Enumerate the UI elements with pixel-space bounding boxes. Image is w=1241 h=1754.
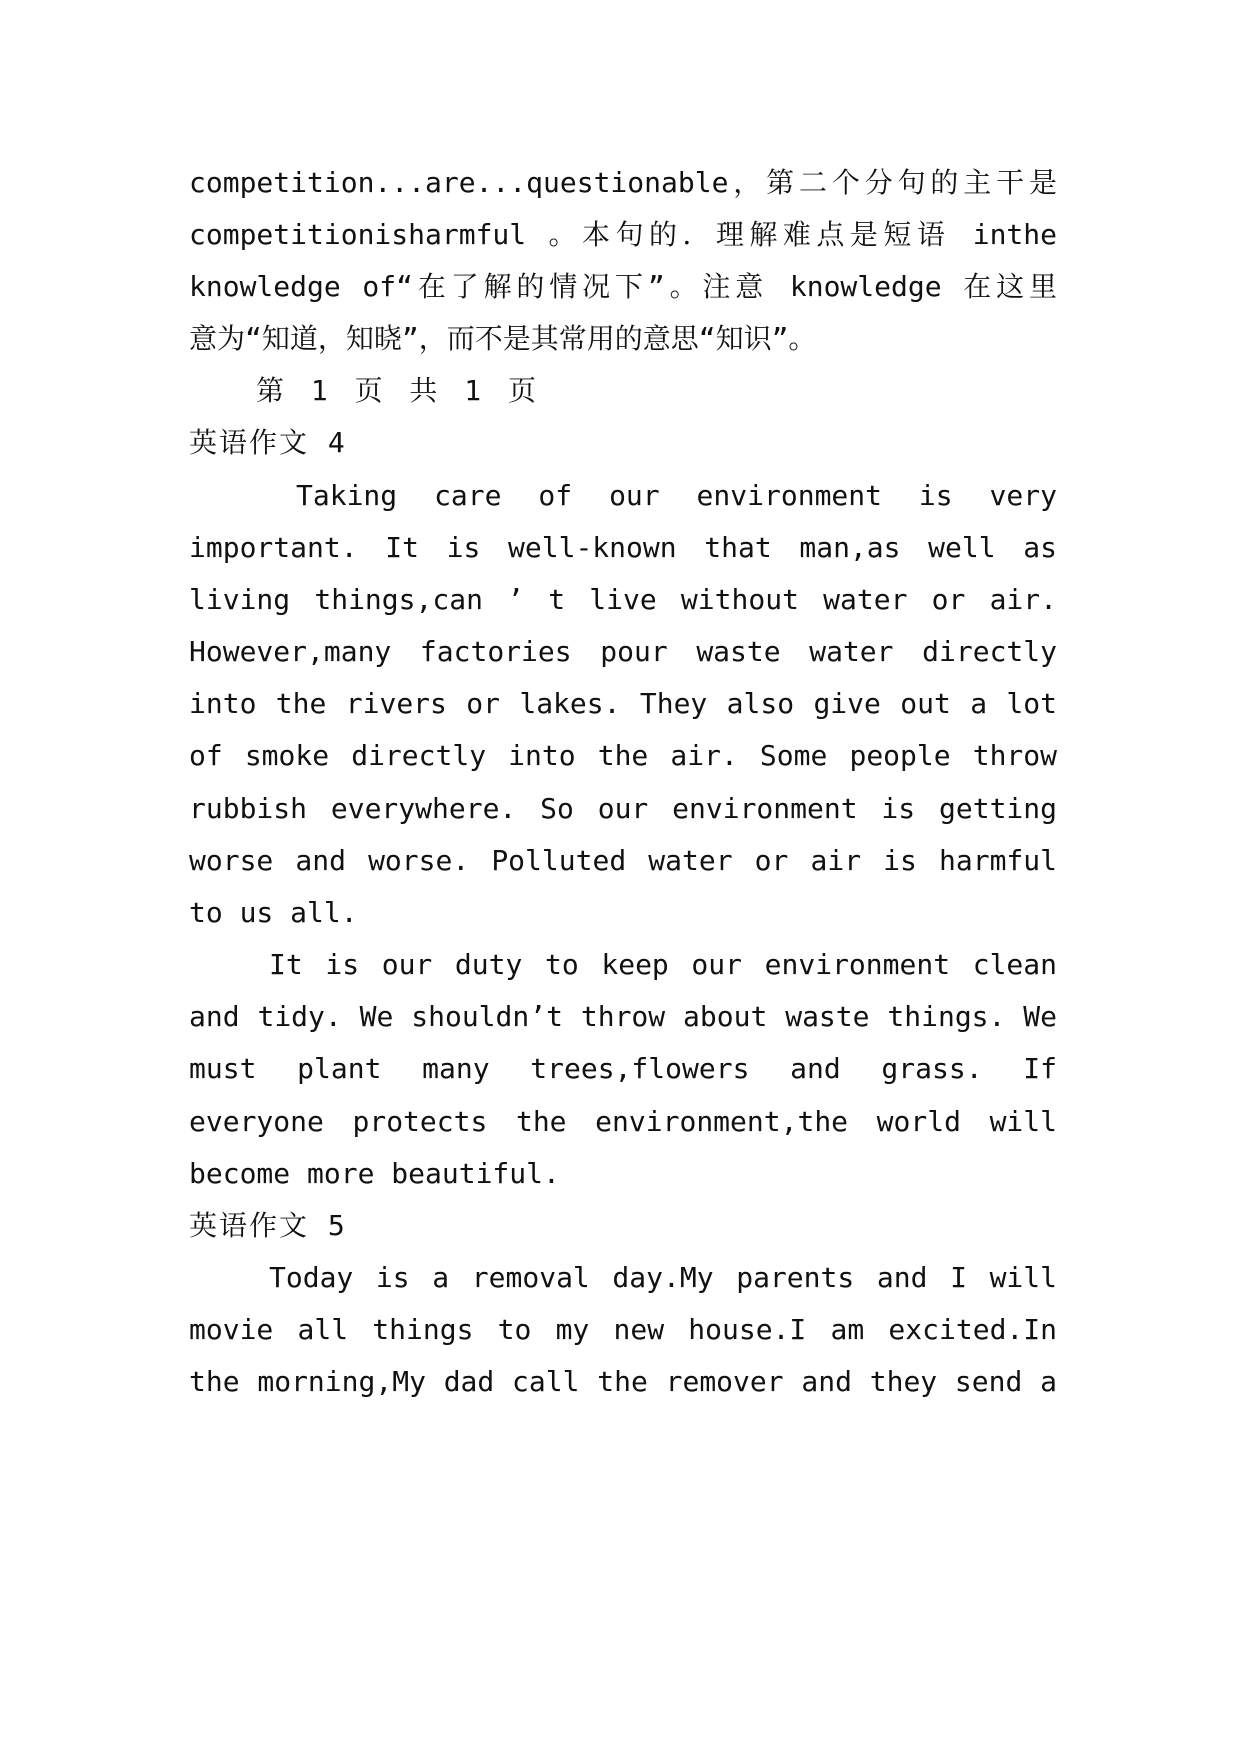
text-line: worse and worse. Polluted water or air is harmful bbox=[189, 844, 1057, 877]
section-heading: 英语作文 5 bbox=[189, 1209, 347, 1242]
text-line: of smoke directly into the air. Some people throw bbox=[189, 739, 1057, 772]
text-line: living things,can ’ t live without water or air. bbox=[189, 583, 1057, 616]
section-heading: 英语作文 4 bbox=[189, 426, 347, 459]
text-line: Today is a removal day.My parents and I will bbox=[269, 1261, 1057, 1294]
text-line: to us all. bbox=[189, 896, 358, 929]
text-line: 意为“知道，知晓”，而不是其常用的意思“知识”。 bbox=[189, 322, 817, 355]
text-line: the morning,My dad call the remover and they send a bbox=[189, 1365, 1057, 1398]
text-line: and tidy. We shouldn’t throw about waste things. We bbox=[189, 1000, 1057, 1033]
text-line: competition...are...questionable，第二个分句的主干是 bbox=[189, 166, 1057, 199]
text-line: Taking care of our environment is very bbox=[296, 479, 1057, 512]
text-line: into the rivers or lakes. They also give out a lot bbox=[189, 687, 1057, 720]
text-line: knowledge of“在了解的情况下”。注意 knowledge 在这里 bbox=[189, 270, 1057, 303]
text-line: must plant many trees,flowers and grass. If bbox=[189, 1052, 1057, 1085]
text-line: everyone protects the environment,the world will bbox=[189, 1105, 1057, 1138]
text-line: competitionisharmful 。本句的．理解难点是短语 inthe bbox=[189, 218, 1057, 251]
text-line: important. It is well-known that man,as well as bbox=[189, 531, 1057, 564]
text-line: rubbish everywhere. So our environment is getting bbox=[189, 792, 1057, 825]
text-line: It is our duty to keep our environment clean bbox=[269, 948, 1057, 981]
text-line: However,many factories pour waste water directly bbox=[189, 635, 1057, 668]
page-footer: 第 1 页 共 1 页 bbox=[256, 374, 537, 407]
text-line: become more beautiful. bbox=[189, 1157, 560, 1190]
text-line: movie all things to my new house.I am excited.In bbox=[189, 1313, 1057, 1346]
